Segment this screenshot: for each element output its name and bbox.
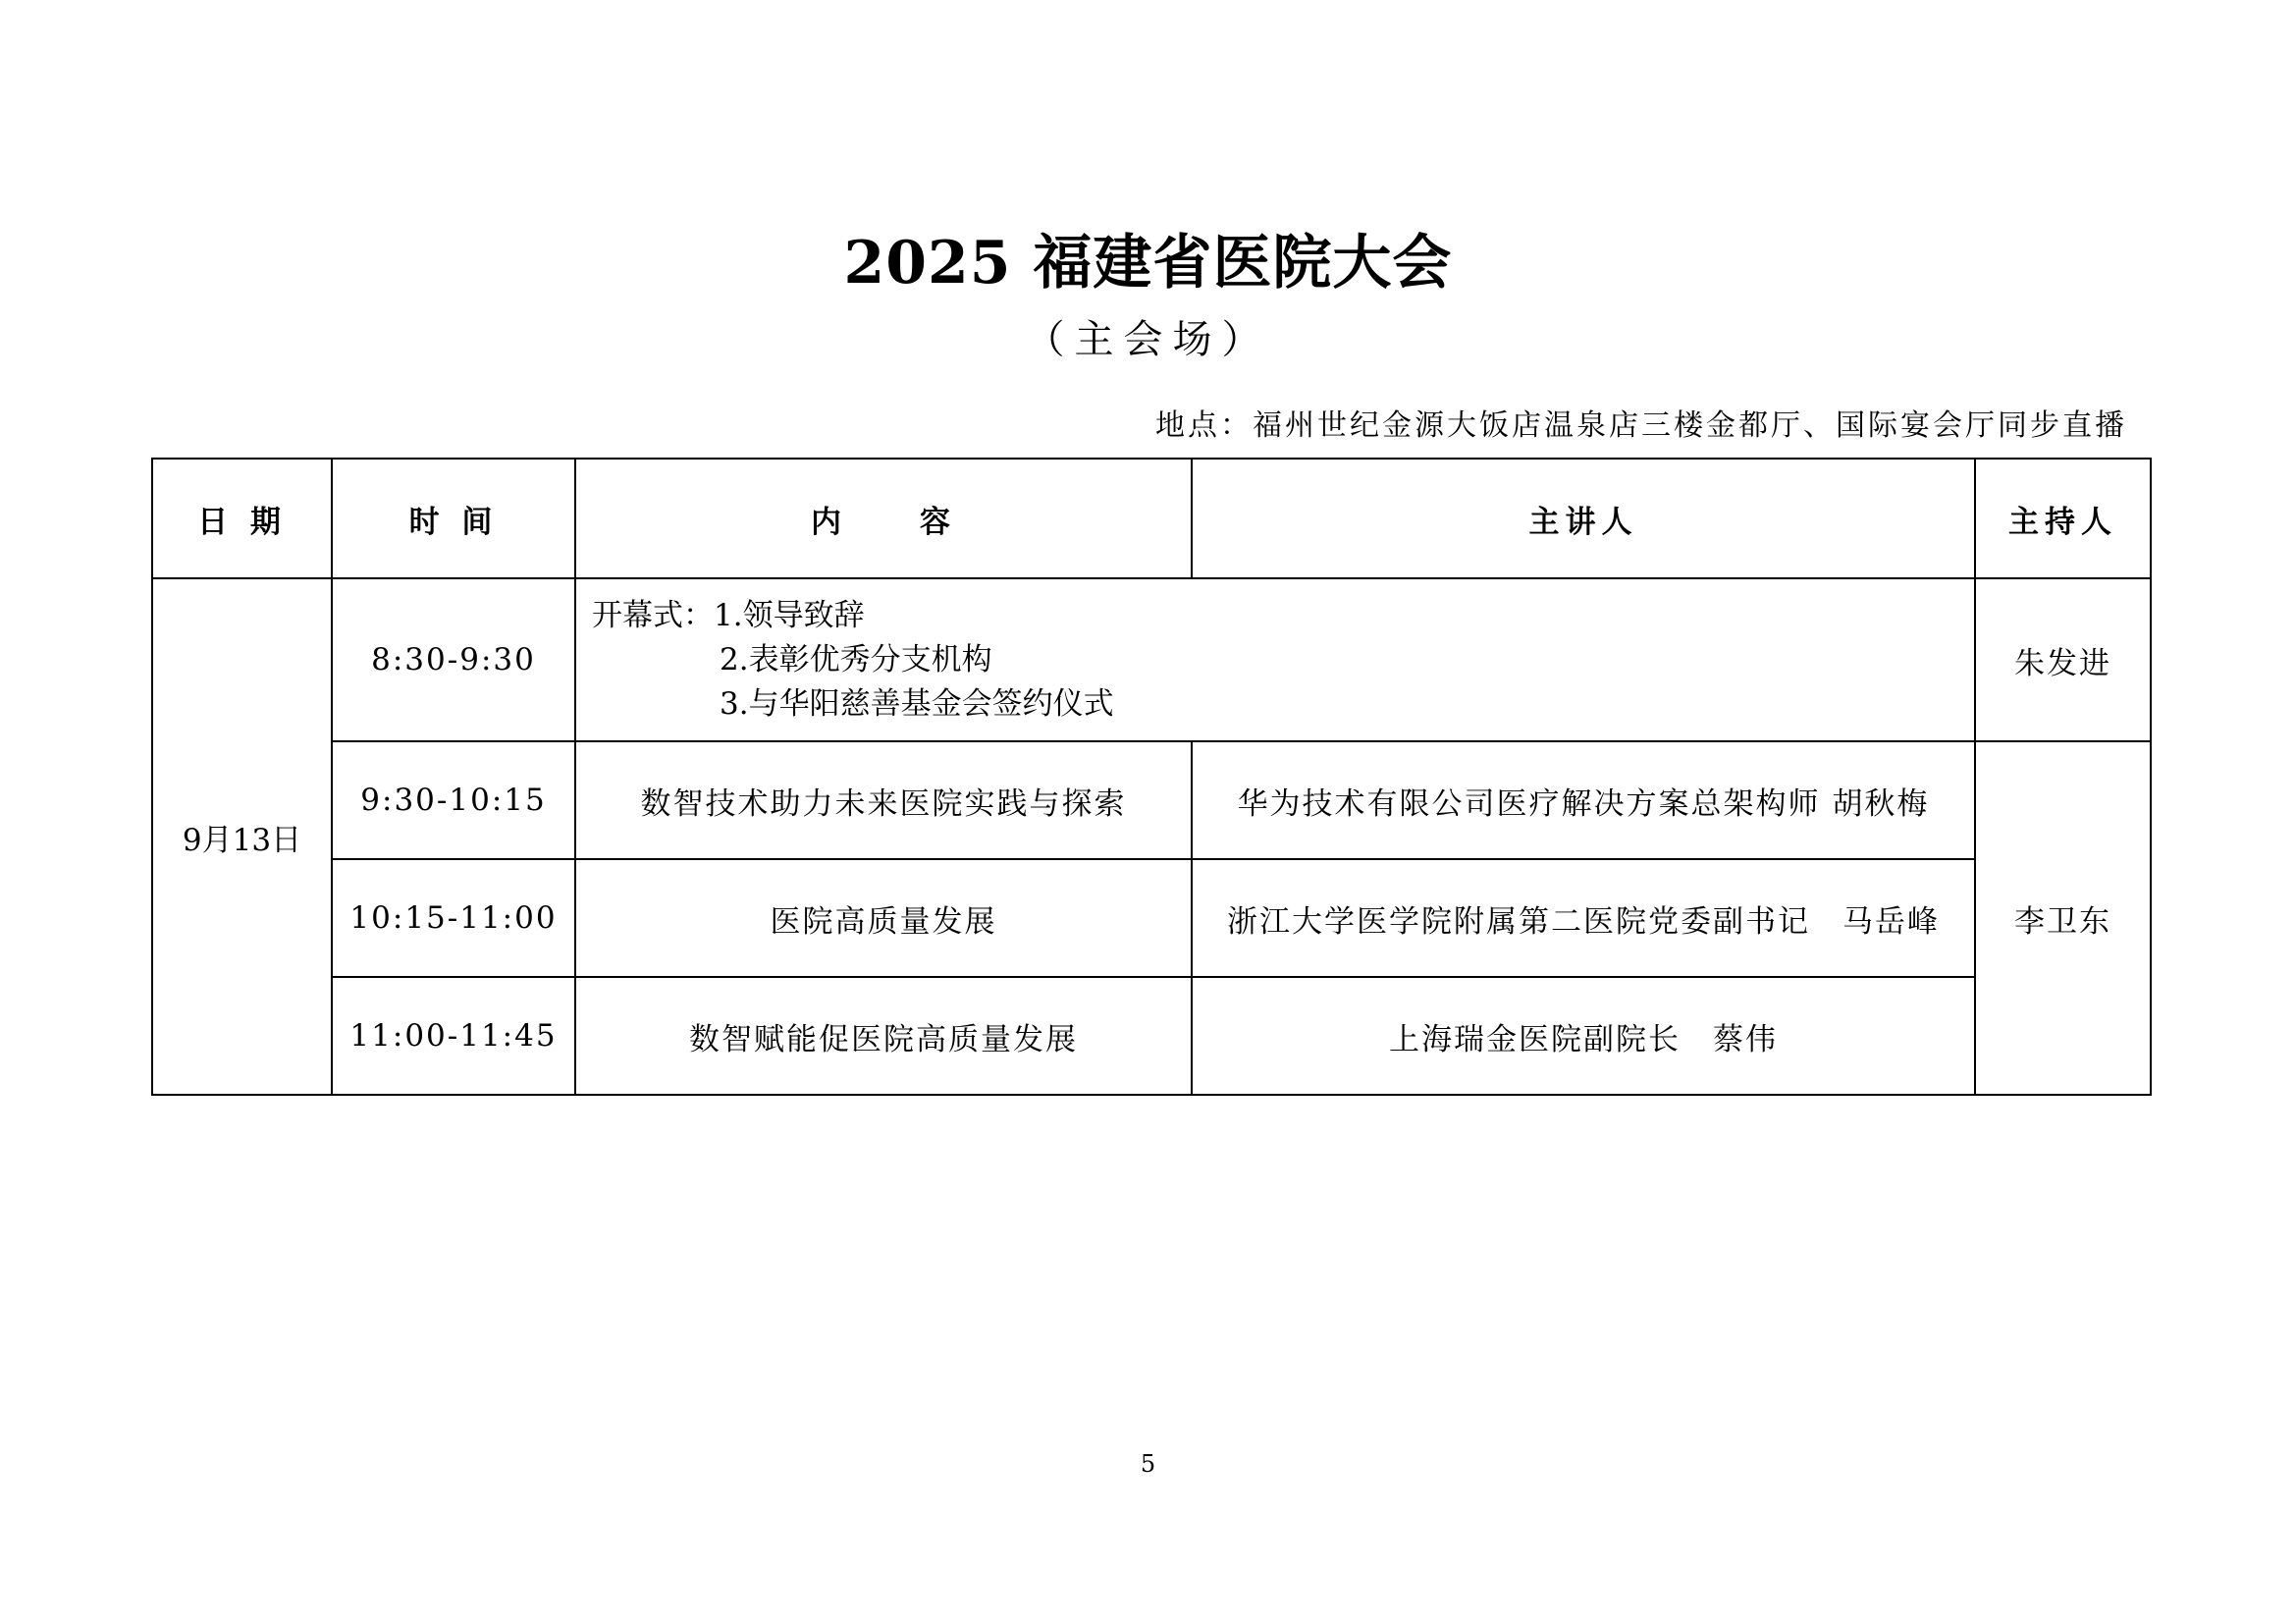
speaker-cell: 上海瑞金医院副院长 蔡伟 bbox=[1192, 977, 1975, 1095]
header-date: 日 期 bbox=[152, 459, 332, 578]
speaker-cell: 浙江大学医学院附属第二医院党委副书记 马岳峰 bbox=[1192, 859, 1975, 977]
agenda-table bbox=[151, 458, 2152, 1096]
page-number: 5 bbox=[1140, 1450, 1156, 1478]
opening-item-text: 1.领导致辞 bbox=[714, 597, 865, 633]
time-cell: 10:15-11:00 bbox=[332, 859, 575, 977]
opening-label: 开幕式： bbox=[592, 597, 714, 633]
table-row bbox=[152, 859, 2151, 977]
page-title: 2025 福建省医院大会 bbox=[843, 229, 1453, 298]
content-cell: 数智技术助力未来医院实践与探索 bbox=[575, 741, 1192, 859]
time-cell: 8:30-9:30 bbox=[332, 578, 575, 741]
table-row bbox=[152, 578, 2151, 741]
table-row bbox=[152, 977, 2151, 1095]
time-cell: 9:30-10:15 bbox=[332, 741, 575, 859]
content-cell: 医院高质量发展 bbox=[575, 859, 1192, 977]
page-subtitle: （主会场） bbox=[1025, 317, 1271, 362]
host-cell: 李卫东 bbox=[1975, 741, 2151, 1095]
time-cell: 11:00-11:45 bbox=[332, 977, 575, 1095]
table-row bbox=[152, 741, 2151, 859]
content-cell: 数智赋能促医院高质量发展 bbox=[575, 977, 1192, 1095]
header-host: 主持人 bbox=[1975, 459, 2151, 578]
opening-item: 2.表彰优秀分支机构 bbox=[720, 641, 992, 677]
header-time: 时 间 bbox=[332, 459, 575, 578]
venue-location: 地点：福州世纪金源大饭店温泉店三楼金都厅、国际宴会厅同步直播 bbox=[1155, 408, 2127, 443]
speaker-cell: 华为技术有限公司医疗解决方案总架构师 胡秋梅 bbox=[1192, 741, 1975, 859]
header-content: 内 容 bbox=[575, 459, 1192, 578]
opening-item bbox=[592, 594, 1974, 638]
opening-ceremony-cell bbox=[575, 578, 1975, 741]
date-cell: 9月13日 bbox=[152, 578, 332, 1095]
header-speaker: 主讲人 bbox=[1192, 459, 1975, 578]
opening-item: 3.与华阳慈善基金会签约仪式 bbox=[720, 685, 1114, 722]
table-header-row bbox=[152, 459, 2151, 578]
host-cell: 朱发进 bbox=[1975, 578, 2151, 741]
